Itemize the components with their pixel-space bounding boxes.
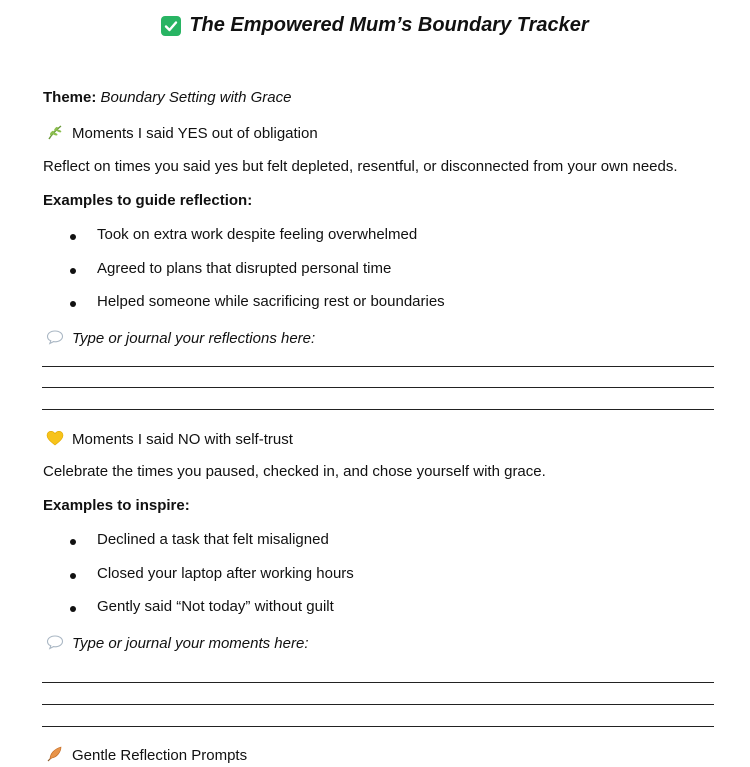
section3-heading-text: Gentle Reflection Prompts bbox=[72, 747, 248, 764]
page-title bbox=[0, 14, 750, 37]
section2-description: Celebrate the times you paused, checked in, and chose yourself with grace. bbox=[43, 463, 546, 480]
section3-heading bbox=[46, 746, 247, 764]
section1-prompt-text: Type or journal your reflections here: bbox=[72, 330, 316, 347]
section1-examples-label: Examples to guide reflection: bbox=[43, 192, 253, 209]
section2-prompt-text: Type or journal your moments here: bbox=[72, 635, 309, 652]
section2-examples-label: Examples to inspire: bbox=[43, 497, 190, 514]
list-item: Declined a task that felt misaligned bbox=[97, 531, 329, 548]
bullet bbox=[70, 573, 76, 579]
yellow-heart-icon bbox=[46, 430, 64, 446]
speech-balloon-icon bbox=[46, 634, 64, 650]
bullet bbox=[70, 539, 76, 545]
section2-heading bbox=[46, 430, 293, 448]
list-item: Agreed to plans that disrupted personal time bbox=[97, 260, 392, 277]
section1-description: Reflect on times you said yes but felt depleted, resentful, or disconnected from your own needs. bbox=[43, 158, 678, 175]
section2-heading-text: Moments I said NO with self-trust bbox=[72, 431, 293, 448]
bullet bbox=[70, 301, 76, 307]
theme-label: Theme: bbox=[43, 89, 97, 106]
list-item: Took on extra work despite feeling overwhelmed bbox=[97, 226, 418, 243]
title-text: The Empowered Mum’s Boundary Tracker bbox=[189, 14, 589, 36]
journal-line[interactable] bbox=[42, 387, 714, 388]
section1-heading bbox=[46, 124, 318, 142]
list-item: Closed your laptop after working hours bbox=[97, 565, 354, 582]
journal-line[interactable] bbox=[42, 682, 714, 683]
journal-line[interactable] bbox=[42, 409, 714, 410]
feather-icon bbox=[46, 746, 64, 762]
check-mark-button-icon bbox=[161, 16, 181, 36]
section2-prompt bbox=[46, 634, 309, 652]
bullet bbox=[70, 606, 76, 612]
section1-heading-text: Moments I said YES out of obligation bbox=[72, 125, 318, 142]
journal-line[interactable] bbox=[42, 704, 714, 705]
theme-value: Boundary Setting with Grace bbox=[100, 89, 292, 106]
speech-balloon-icon bbox=[46, 329, 64, 345]
bullet bbox=[70, 268, 76, 274]
journal-line[interactable] bbox=[42, 726, 714, 727]
theme-line bbox=[43, 89, 291, 106]
list-item: Helped someone while sacrificing rest or boundaries bbox=[97, 293, 445, 310]
bullet bbox=[70, 234, 76, 240]
section1-prompt bbox=[46, 329, 315, 347]
list-item: Gently said “Not today” without guilt bbox=[97, 598, 334, 615]
journal-line[interactable] bbox=[42, 366, 714, 367]
herb-icon bbox=[46, 124, 64, 140]
